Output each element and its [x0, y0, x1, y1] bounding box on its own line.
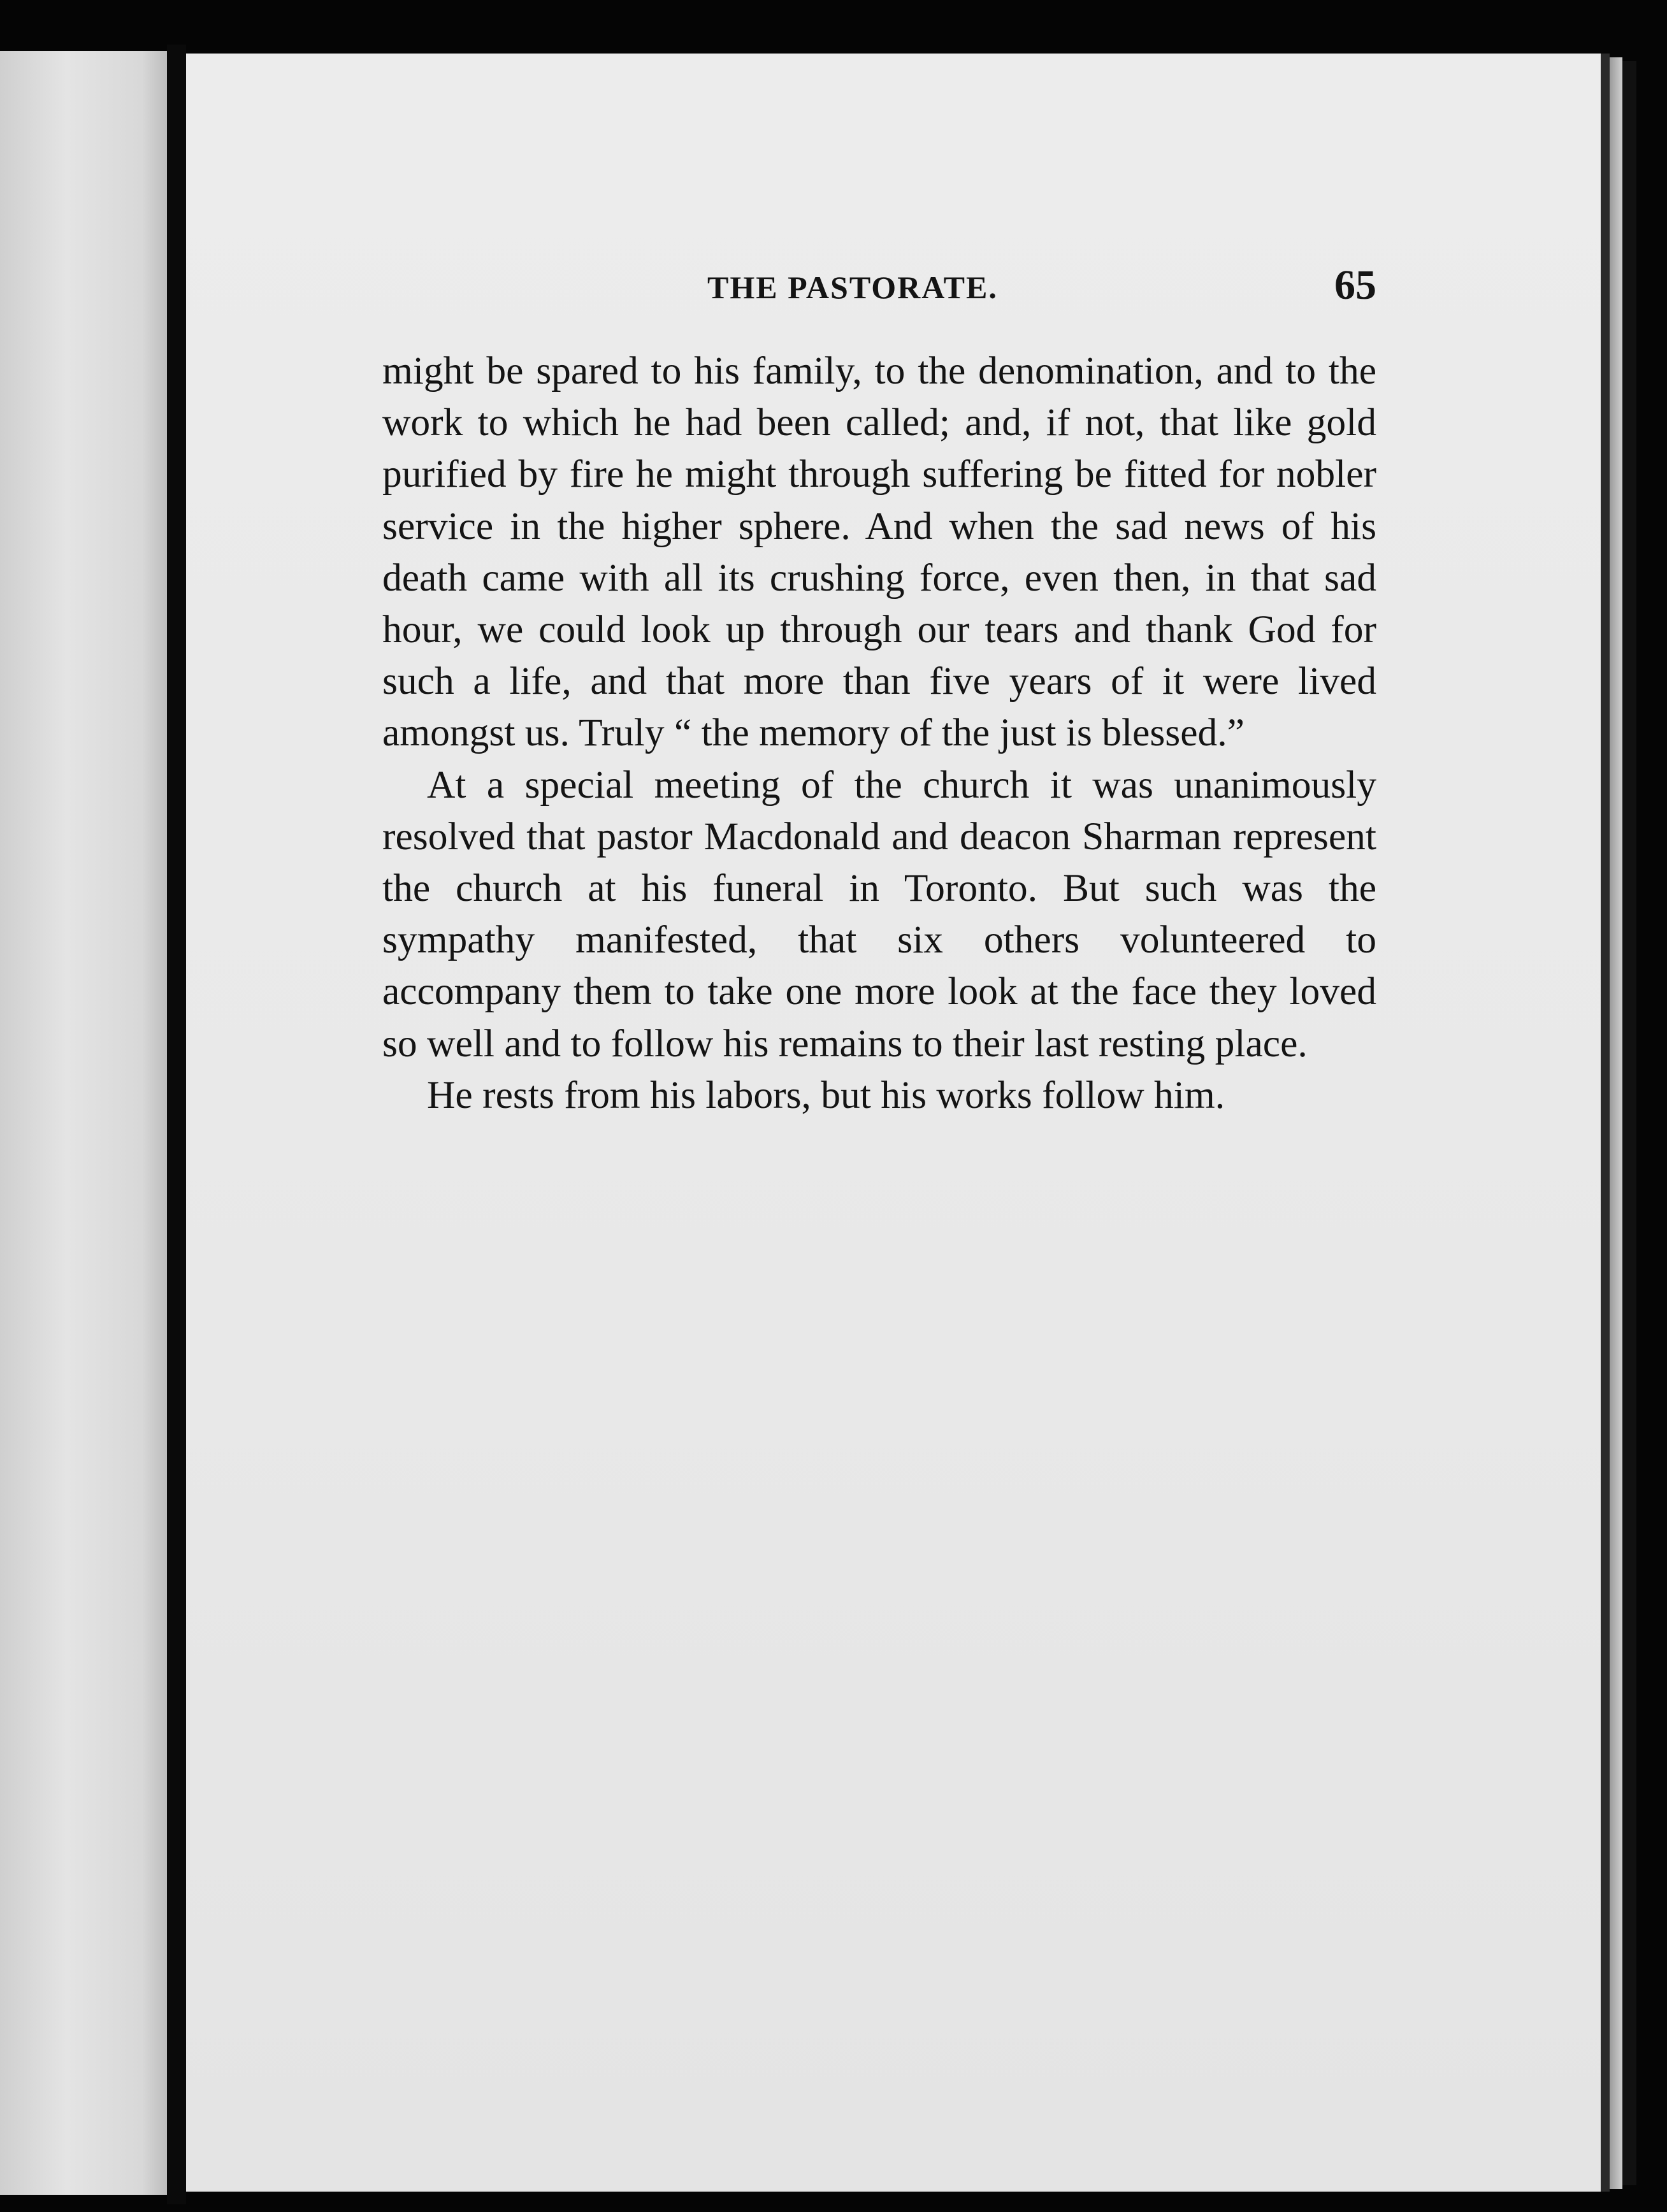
facing-page-edge: [0, 51, 167, 2195]
paragraph-continued: might be spared to his family, to the denomination, and to the work to which he had been called; and, if not, that like gold purified by fire he might through suffering be fitted for nobler service in the higher sphere. And when the sad news of his death came with all its crushing force, even then, in that sad hour, we could look up through our tears and thank God for such a life, and that more than five years of it were lived amongst us. Truly “ the memory of the just is blessed.”: [382, 349, 1376, 755]
page-number: 65: [1334, 262, 1376, 308]
book-cover-edge: [1622, 61, 1636, 2185]
running-header: [382, 261, 1376, 312]
body-text: [382, 345, 1376, 1121]
page-stack-edge: [1610, 57, 1622, 2189]
running-title: THE PASTORATE.: [707, 269, 998, 305]
book-gutter: [167, 45, 186, 2204]
paragraph-special-meeting: At a special meeting of the church it was unanimously resolved that pastor Macdonald and deacon Sharman represent the church at his funeral in Toronto. But such was the sympathy manifested, that six others volunteered to accompany them to take one more look at the face they loved so well and to follow his remains to their last resting place.: [382, 763, 1376, 1065]
paragraph-closing: He rests from his labors, but his works follow him.: [427, 1073, 1225, 1117]
page-edge-shadow: [1601, 54, 1610, 2192]
